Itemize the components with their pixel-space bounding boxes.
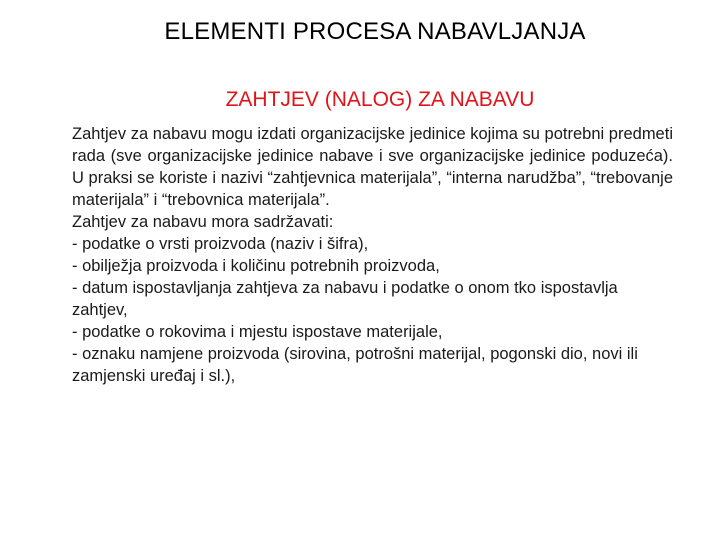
slide-title: ELEMENTI PROCESA NABAVLJANJA bbox=[164, 18, 586, 45]
slide-subtitle: ZAHTJEV (NALOG) ZA NABAVU bbox=[225, 88, 535, 111]
requirement-lead: Zahtjev za nabavu mora sadržavati: bbox=[72, 213, 334, 231]
list-item: - datum ispostavljanja zahtjeva za nabavu i podatke o onom tko ispostavlja zahtjev, bbox=[72, 279, 618, 319]
list-item: - podatke o vrsti proizvoda (naziv i šifra), bbox=[72, 235, 369, 253]
list-item: - podatke o rokovima i mjestu ispostave materijale, bbox=[72, 323, 443, 341]
list-item: - oznaku namjene proizvoda (sirovina, potrošni materijal, pogonski dio, novi ili zamjenski uređaj i sl.), bbox=[72, 345, 638, 385]
list-item: - obilježja proizvoda i količinu potrebnih proizvoda, bbox=[72, 257, 440, 275]
intro-paragraph: Zahtjev za nabavu mogu izdati organizacijske jedinice kojima su potrebni predmeti rada (sve organizacijske jedinice nabave i sve organizacijske jedinice poduzeća). U praksi se koriste i nazivi “zahtjevnica materijala”, “interna narudžba”, “trebovanje materijala” i “trebovnica materijala”. bbox=[72, 125, 673, 209]
body-text bbox=[72, 123, 673, 387]
